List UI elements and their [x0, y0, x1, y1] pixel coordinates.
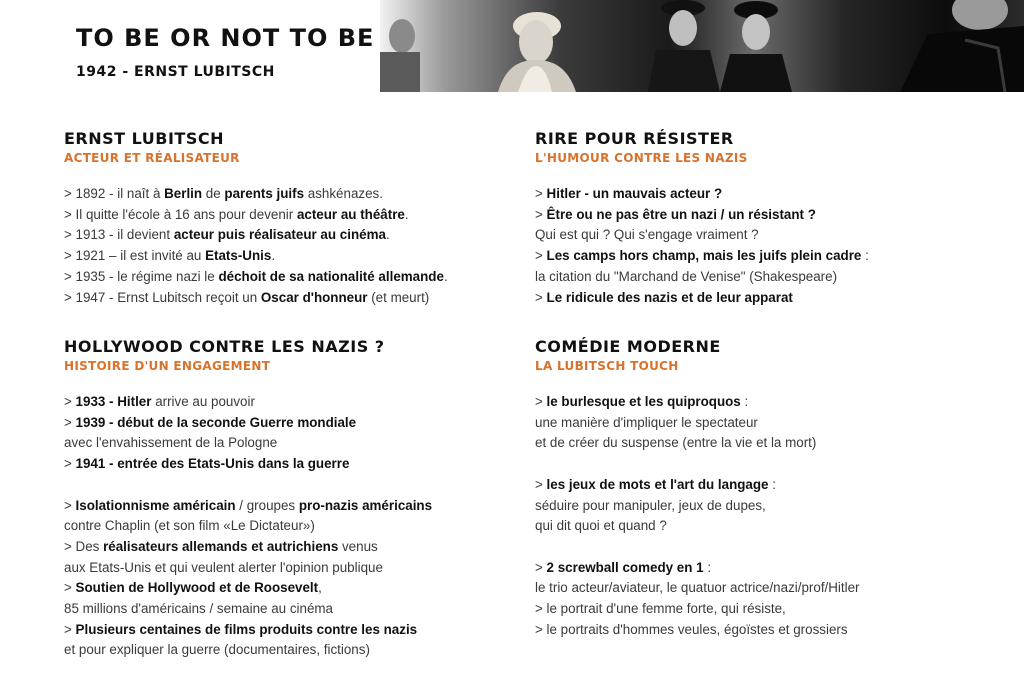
section-body [535, 392, 985, 640]
emphasis-text: pro-nazis américains [298, 497, 433, 513]
body-text: : [768, 476, 776, 492]
body-line [535, 225, 985, 246]
section-body [64, 392, 514, 661]
body-text: arrive au pouvoir [151, 394, 255, 409]
emphasis-text: les jeux de mots et l'art du langage [546, 476, 769, 492]
body-line [535, 413, 985, 434]
body-text: > [535, 289, 547, 305]
body-line [535, 599, 985, 620]
emphasis-text: Oscar d'honneur [260, 289, 368, 305]
body-line [535, 246, 985, 267]
body-line [64, 267, 514, 288]
blank-line [535, 537, 985, 558]
section-rire-pour-resister [535, 129, 985, 308]
body-line [535, 496, 985, 517]
body-line [535, 516, 985, 537]
body-line [64, 620, 514, 641]
section-comedie-moderne [535, 337, 985, 640]
emphasis-text: parents juifs [224, 186, 305, 201]
section-subtitle: LA LUBITSCH TOUCH [535, 359, 679, 373]
body-text: et de créer du suspense (entre la vie et la mort) [535, 435, 817, 451]
body-text: . [404, 206, 409, 222]
body-text: (et meurt) [367, 289, 430, 305]
body-text: 85 millions d'américains / semaine au cinéma [64, 601, 334, 617]
body-text: > 1892 - il naît à [64, 186, 165, 201]
section-title: HOLLYWOOD CONTRE LES NAZIS ? [64, 337, 385, 356]
body-text: > [64, 580, 76, 596]
body-text: : [703, 559, 712, 575]
section-body [64, 184, 514, 308]
emphasis-text: acteur au théâtre [296, 206, 405, 222]
body-line [535, 578, 985, 599]
body-text: de [202, 186, 225, 201]
body-line [64, 516, 514, 537]
body-text: > [535, 248, 547, 264]
section-ernst-lubitsch [64, 129, 514, 308]
body-text: et pour expliquer la guerre (documentaires, fictions) [64, 642, 370, 658]
body-text: avec l'envahissement de la Pologne [64, 435, 278, 451]
body-text: ashkénazes. [304, 186, 383, 201]
emphasis-text: Le ridicule des nazis et de leur apparat [546, 289, 793, 305]
body-line [535, 558, 985, 579]
body-line [64, 205, 514, 226]
body-text: aux Etats-Unis et qui veulent alerter l'opinion publique [64, 559, 383, 575]
body-text: > [535, 186, 547, 201]
body-text: > 1947 - Ernst Lubitsch reçoit un [64, 289, 261, 305]
body-line [535, 433, 985, 454]
body-line [64, 454, 514, 475]
section-title: RIRE POUR RÉSISTER [535, 129, 734, 148]
section-title: ERNST LUBITSCH [64, 129, 224, 148]
body-line [64, 184, 514, 205]
emphasis-text: Hitler - un mauvais acteur ? [546, 186, 723, 201]
body-text: > [64, 621, 76, 637]
body-text: > Il quitte l'école à 16 ans pour devenir [64, 206, 297, 222]
body-line [64, 413, 514, 434]
body-line [64, 392, 514, 413]
body-text: > [535, 559, 547, 575]
body-text: > 1913 - il devient [64, 227, 174, 243]
emphasis-text: Etats-Unis [205, 248, 272, 264]
body-text: venus [338, 538, 378, 554]
body-text: : [861, 248, 869, 264]
body-line [64, 599, 514, 620]
body-text: > [535, 206, 547, 222]
blank-line [64, 475, 514, 496]
body-text: le trio acteur/aviateur, le quatuor actrice/nazi/prof/Hitler [535, 580, 860, 596]
body-text: : [740, 394, 749, 409]
body-text: qui dit quoi et quand ? [535, 518, 667, 534]
page-title: TO BE OR NOT TO BE [76, 24, 375, 52]
body-line [64, 578, 514, 599]
emphasis-text: 1939 - début de la seconde Guerre mondiale [75, 414, 357, 430]
emphasis-text: déchoit de sa nationalité allemande [218, 268, 444, 284]
emphasis-text: réalisateurs allemands et autrichiens [103, 538, 339, 554]
emphasis-text: Les camps hors champ, mais les juifs plein cadre [546, 248, 862, 264]
body-line [535, 475, 985, 496]
body-text: > Des [64, 538, 104, 554]
body-line [64, 225, 514, 246]
emphasis-text: acteur puis réalisateur au cinéma [173, 227, 386, 243]
body-line [535, 392, 985, 413]
blank-line [535, 454, 985, 475]
body-line [535, 620, 985, 641]
body-text: > 1935 - le régime nazi le [64, 268, 219, 284]
body-line [64, 496, 514, 517]
section-body [535, 184, 985, 308]
body-text: > [64, 414, 76, 430]
film-still-banner [380, 0, 1024, 92]
body-text: / groupes [235, 497, 299, 513]
body-line [535, 184, 985, 205]
body-line [535, 205, 985, 226]
body-line [64, 537, 514, 558]
body-text: . [385, 227, 390, 243]
emphasis-text: le burlesque et les quiproquos [546, 394, 741, 409]
section-hollywood-contre-les-nazis [64, 337, 514, 661]
body-text: la citation du "Marchand de Venise" (Shakespeare) [535, 268, 838, 284]
body-line [64, 433, 514, 454]
body-text: > [535, 394, 547, 409]
body-text: > le portraits d'hommes veules, égoïstes et grossiers [535, 621, 848, 637]
section-subtitle: HISTOIRE D'UN ENGAGEMENT [64, 359, 271, 373]
emphasis-text: Isolationnisme américain [75, 497, 236, 513]
body-text: > [64, 497, 76, 513]
body-text: > [64, 456, 76, 472]
body-text: . [271, 248, 276, 264]
page-subtitle: 1942 - ERNST LUBITSCH [76, 64, 275, 80]
emphasis-text: Berlin [164, 186, 203, 201]
body-text: une manière d'impliquer le spectateur [535, 414, 758, 430]
section-subtitle: ACTEUR ET RÉALISATEUR [64, 151, 240, 165]
body-line [64, 640, 514, 661]
emphasis-text: 1933 - Hitler [75, 394, 152, 409]
emphasis-text: Être ou ne pas être un nazi / un résistant ? [546, 206, 816, 222]
body-line [535, 267, 985, 288]
body-text: , [318, 580, 322, 596]
body-line [64, 558, 514, 579]
body-line [64, 246, 514, 267]
emphasis-text: 1941 - entrée des Etats-Unis dans la guerre [75, 456, 350, 472]
emphasis-text: 2 screwball comedy en 1 [546, 559, 704, 575]
emphasis-text: Soutien de Hollywood et de Roosevelt [75, 580, 319, 596]
body-line [535, 288, 985, 309]
body-line [64, 288, 514, 309]
section-title: COMÉDIE MODERNE [535, 337, 721, 356]
section-subtitle: L'HUMOUR CONTRE LES NAZIS [535, 151, 748, 165]
body-text: > le portrait d'une femme forte, qui résiste, [535, 601, 786, 616]
body-text: Qui est qui ? Qui s'engage vraiment ? [535, 227, 759, 243]
body-text: > [535, 476, 547, 492]
body-text: contre Chaplin (et son film «Le Dictateur») [64, 518, 315, 534]
film-still-illustration [380, 0, 1024, 92]
body-text: séduire pour manipuler, jeux de dupes, [535, 497, 766, 513]
body-text: > [64, 394, 76, 409]
body-text: > 1921 – il est invité au [64, 248, 206, 264]
body-text: . [443, 268, 448, 284]
emphasis-text: Plusieurs centaines de films produits contre les nazis [75, 621, 418, 637]
